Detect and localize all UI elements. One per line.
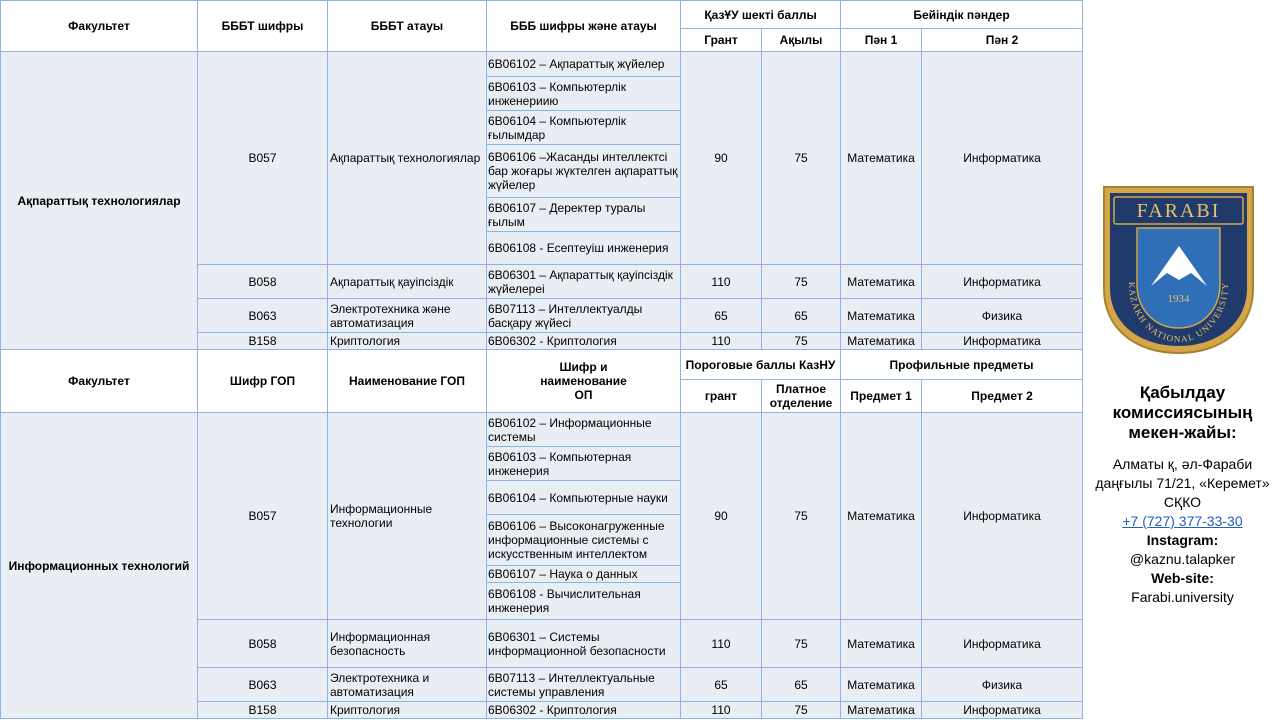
t1-subj1: Математика	[841, 52, 922, 265]
t1-program: 6В06302 - Криптология	[487, 333, 681, 350]
t2-program: 6В06108 - Вычислительная инженерия	[487, 583, 681, 620]
t1-grant: 110	[681, 333, 762, 350]
t1-program: 6В06301 – Ақпараттық қауіпсіздік жүйелереі	[487, 265, 681, 299]
t2-paid: 65	[762, 668, 841, 702]
t2-program: 6В06302 - Криптология	[487, 702, 681, 719]
instagram-handle: @kaznu.talapker	[1129, 551, 1236, 567]
contact-address: Алматы қ, әл-Фараби даңғылы 71/21, «Керемет» СҚКО	[1095, 456, 1270, 510]
t1-grant: 110	[681, 265, 762, 299]
t2-subj1: Математика	[841, 668, 922, 702]
t1-paid: 75	[762, 333, 841, 350]
t2-faculty-name: Информационных технологий	[1, 413, 198, 719]
t1-header-subj1: Пән 1	[841, 29, 922, 52]
t2-grant: 110	[681, 702, 762, 719]
t1-program: 6В06104 – Компьютерлік ғылымдар	[487, 111, 681, 145]
t1-header-grant: Грант	[681, 29, 762, 52]
t2-subj1: Математика	[841, 702, 922, 719]
t2-header-subj1: Предмет 1	[841, 380, 922, 413]
t1-header-group-code: БББТ шифры	[198, 1, 328, 52]
t2-subj1: Математика	[841, 413, 922, 620]
t2-program: 6В06104 – Компьютерные науки	[487, 481, 681, 515]
t2-grant: 110	[681, 620, 762, 668]
t2-program: 6В07113 – Интеллектуальные системы управления	[487, 668, 681, 702]
t1-group-name: Электротехника және автоматизация	[328, 299, 487, 333]
t2-header-group-name: Наименование ГОП	[328, 350, 487, 413]
t2-group-name: Криптология	[328, 702, 487, 719]
t2-group-name: Информационные технологии	[328, 413, 487, 620]
t1-subj1: Математика	[841, 265, 922, 299]
t2-header-grant: грант	[681, 380, 762, 413]
t2-subj2: Информатика	[922, 620, 1083, 668]
t2-subj2: Информатика	[922, 702, 1083, 719]
contact-panel	[1090, 383, 1275, 607]
t1-subj1: Математика	[841, 333, 922, 350]
website-value: Farabi.university	[1131, 589, 1234, 605]
t1-program: 6В06108 - Есептеуіш инженерия	[487, 232, 681, 265]
t1-paid: 65	[762, 299, 841, 333]
t2-header-score: Пороговые баллы КазНУ	[681, 350, 841, 380]
t1-program: 6В06107 – Деректер туралы ғылым	[487, 198, 681, 232]
t1-subj2: Информатика	[922, 265, 1083, 299]
t2-paid: 75	[762, 620, 841, 668]
farabi-logo	[1101, 184, 1256, 356]
t2-header-subjects: Профильные предметы	[841, 350, 1083, 380]
t2-program: 6В06102 – Информационные системы	[487, 413, 681, 447]
t2-group-code: B057	[198, 413, 328, 620]
t1-subj2: Информатика	[922, 52, 1083, 265]
university-logo-panel	[1090, 184, 1275, 356]
t1-program: 6В06106 –Жасанды интеллектсі бар жоғары жүктелген ақпараттық жүйелер	[487, 145, 681, 198]
t1-faculty-name: Ақпараттық технологиялар	[1, 52, 198, 350]
t1-subj2: Физика	[922, 299, 1083, 333]
t2-group-name: Информационная безопасность	[328, 620, 487, 668]
t1-paid: 75	[762, 265, 841, 299]
t2-header-paid: Платное отделение	[762, 380, 841, 413]
website-label: Web-site:	[1151, 570, 1214, 586]
t2-group-code: B058	[198, 620, 328, 668]
logo-year: 1934	[1167, 293, 1190, 305]
t2-paid: 75	[762, 702, 841, 719]
t2-paid: 75	[762, 413, 841, 620]
t2-group-name: Электротехника и автоматизация	[328, 668, 487, 702]
t1-program: 6В07113 – Интеллектуалды басқару жүйесі	[487, 299, 681, 333]
t1-header-faculty: Факультет	[1, 1, 198, 52]
t1-group-name: Ақпараттық технологиялар	[328, 52, 487, 265]
t1-header-program: БББ шифры және атауы	[487, 1, 681, 52]
t2-grant: 90	[681, 413, 762, 620]
t1-group-name: Ақпараттық қауіпсіздік	[328, 265, 487, 299]
t2-header-subj2: Предмет 2	[922, 380, 1083, 413]
t1-program: 6В06102 – Ақпараттық жүйелер	[487, 52, 681, 77]
t2-program: 6В06107 – Наука о данных	[487, 566, 681, 583]
t2-group-code: B063	[198, 668, 328, 702]
t2-program: 6В06103 – Компьютерная инженерия	[487, 447, 681, 481]
t2-grant: 65	[681, 668, 762, 702]
t2-group-code: B158	[198, 702, 328, 719]
t2-program: 6В06106 – Высоконагруженные информационные системы с искусственным интеллектом	[487, 515, 681, 566]
t1-grant: 90	[681, 52, 762, 265]
contact-title: Қабылдау комиссиясының мекен-жайы:	[1112, 383, 1253, 442]
t1-subj2: Информатика	[922, 333, 1083, 350]
t1-group-name: Криптология	[328, 333, 487, 350]
t2-program: 6В06301 – Системы информационной безопасности	[487, 620, 681, 668]
t2-subj2: Физика	[922, 668, 1083, 702]
instagram-label: Instagram:	[1146, 532, 1219, 548]
t1-header-score: ҚазҰУ шекті баллы	[681, 1, 841, 29]
t1-header-subjects: Бейіндік пәндер	[841, 1, 1083, 29]
t2-header-faculty: Факультет	[1, 350, 198, 413]
t1-header-subj2: Пән 2	[922, 29, 1083, 52]
t1-paid: 75	[762, 52, 841, 265]
t2-subj2: Информатика	[922, 413, 1083, 620]
logo-name: FARABI	[1136, 200, 1221, 222]
t1-group-code: B158	[198, 333, 328, 350]
t1-subj1: Математика	[841, 299, 922, 333]
t1-header-group-name: БББТ атауы	[328, 1, 487, 52]
t1-group-code: B063	[198, 299, 328, 333]
t2-header-group-code: Шифр ГОП	[198, 350, 328, 413]
t2-subj1: Математика	[841, 620, 922, 668]
t1-group-code: B057	[198, 52, 328, 265]
contact-phone-link[interactable]: +7 (727) 377-33-30	[1122, 513, 1243, 529]
t1-program: 6В06103 – Компьютерлік инженериию	[487, 77, 681, 111]
t1-header-paid: Ақылы	[762, 29, 841, 52]
t2-header-program: Шифр и наименование ОП	[487, 350, 681, 413]
logo-ring-text: KAZAKH NATIONAL UNIVERSITY	[1126, 281, 1231, 345]
t1-grant: 65	[681, 299, 762, 333]
t1-group-code: B058	[198, 265, 328, 299]
